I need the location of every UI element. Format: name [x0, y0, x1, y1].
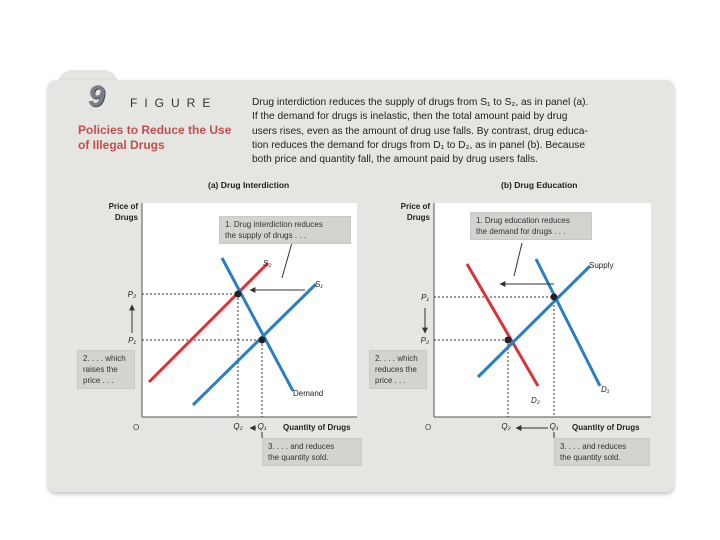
panel-b-note-price-fall: [369, 350, 427, 389]
panel-b-title: (b) Drug Education: [501, 180, 578, 190]
panel-a-y-label-line1: Price of: [108, 202, 138, 211]
note-line: 1. Drug interdiction reduces: [225, 220, 323, 229]
figure-label: FIGURE: [130, 96, 218, 110]
panel-b-note-demand-shift: [470, 212, 592, 240]
panel-b-origin: O: [425, 423, 432, 432]
panel-b-x-label: Quantity of Drugs: [572, 423, 640, 432]
panel-a-p-lower-label: P₁: [128, 336, 136, 345]
caption-line: tion reduces the demand for drugs from D₁ to D₂, as in panel (b). Because: [252, 139, 585, 151]
figure-number: 9: [88, 80, 105, 113]
panel-b-d2-label: D₂: [531, 396, 540, 405]
panel-a-origin: O: [133, 423, 140, 432]
panel-a-s1-label: S₁: [315, 280, 323, 289]
note-line: the supply of drugs . . .: [225, 231, 306, 240]
panel-b-d1-label: D₁: [601, 385, 610, 394]
panel-b-new-equilibrium: [505, 337, 512, 344]
panel-a-p-upper-label: P₂: [127, 290, 136, 299]
note-line: 2. . . . which: [83, 354, 126, 363]
panel-a-q-left-label: Q₂: [233, 422, 243, 431]
panel-b-y-label-line2: Drugs: [406, 213, 430, 222]
figure-title: Policies to Reduce the Use of Illegal Drugs: [78, 123, 232, 152]
panel-a-x-label: Quantity of Drugs: [283, 423, 351, 432]
caption-line: If the demand for drugs is inelastic, then the total amount paid by drug: [252, 111, 568, 123]
caption-line: users rises, even as the amount of drug use falls. By contrast, drug educa-: [252, 125, 588, 137]
panel-b-p-lower-label: P₂: [420, 336, 429, 345]
note-line: the quantity sold.: [560, 453, 621, 462]
panel-a-q-right-label: Q₁: [257, 422, 267, 431]
panel-b-y-label-line1: Price of: [400, 202, 430, 211]
panel-a-y-label-line2: Drugs: [114, 213, 138, 222]
panel-a-s2-label: S₂: [263, 259, 272, 268]
panel-a-note-price-rise: [77, 350, 135, 389]
note-line: price . . .: [375, 376, 406, 385]
panel-b-p-upper-label: P₁: [421, 293, 429, 302]
panel-b-note-quantity-fall: [554, 438, 650, 466]
panel-a-original-equilibrium: [259, 337, 266, 344]
panel-a-demand-label: Demand: [293, 389, 324, 398]
panel-b-supply-label: Supply: [589, 261, 614, 270]
note-line: 3. . . . and reduces: [268, 442, 335, 451]
note-line: 1. Drug education reduces: [476, 216, 570, 225]
note-line: price . . .: [83, 376, 114, 385]
panel-a-note-quantity-fall: [262, 438, 362, 466]
panel-a-note-supply-shift: [219, 216, 351, 244]
note-line: reduces the: [375, 365, 417, 374]
panel-b-original-equilibrium: [551, 294, 558, 301]
note-line: raises the: [83, 365, 118, 374]
note-line: 3. . . . and reduces: [560, 442, 627, 451]
panel-b-q-right-label: Q₁: [549, 422, 559, 431]
panel-b-q-left-label: Q₂: [501, 422, 511, 431]
panel-a-new-equilibrium: [235, 291, 242, 298]
note-line: the quantity sold.: [268, 453, 329, 462]
panel-a-title: (a) Drug Interdiction: [208, 180, 290, 190]
caption-line: both price and quantity fall, the amount paid by drug users falls.: [252, 154, 538, 166]
note-line: 2. . . . which: [375, 354, 418, 363]
caption-line: Drug interdiction reduces the supply of drugs from S₁ to S₂, as in panel (a).: [252, 97, 589, 108]
note-line: the demand for drugs . . .: [476, 227, 566, 236]
